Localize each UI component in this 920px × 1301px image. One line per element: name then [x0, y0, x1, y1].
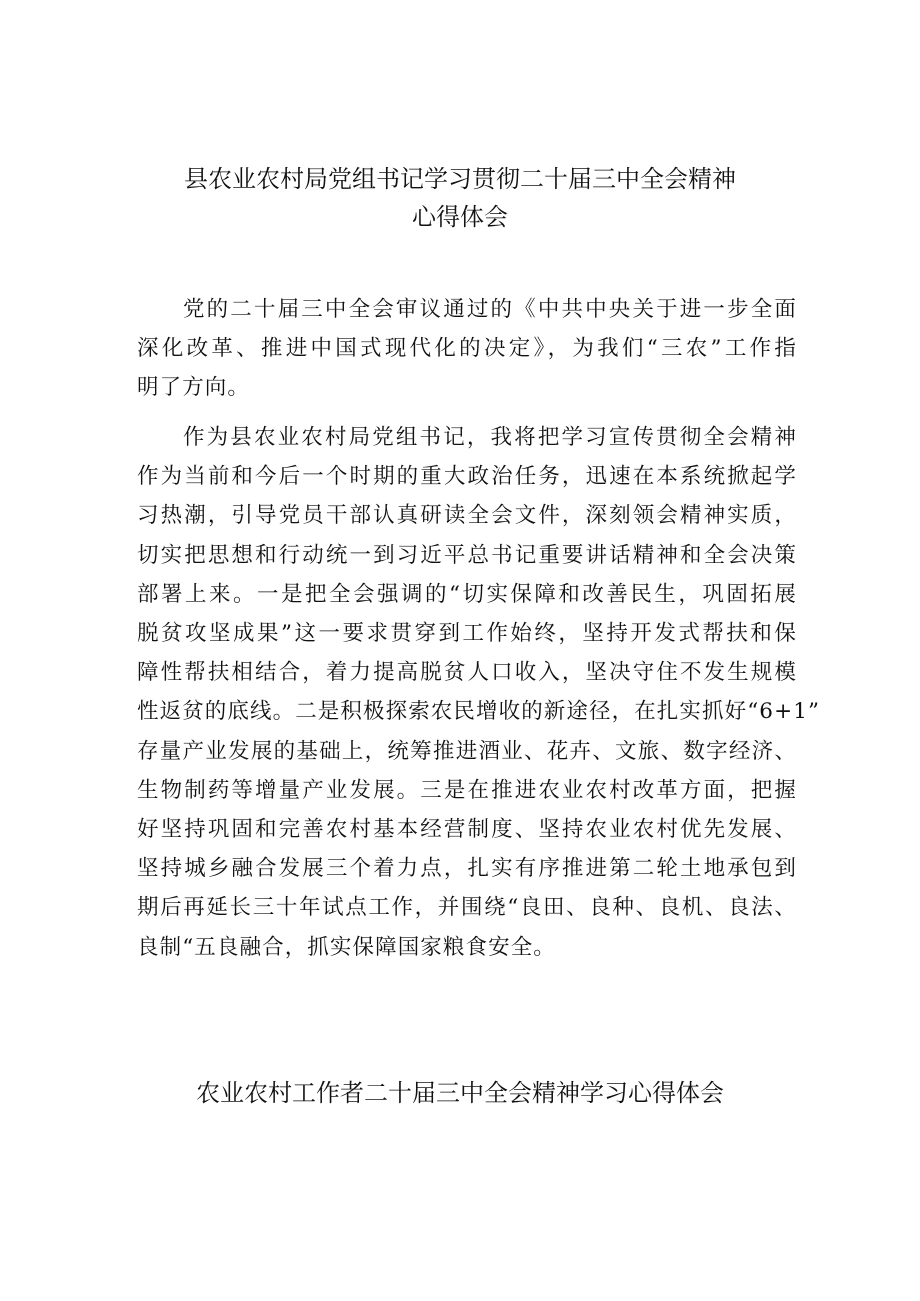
article-title-line-2: 心得体会: [412, 203, 508, 231]
text-line: 党的二十届三中全会审议通过的《中共中央关于进一步全面: [183, 297, 797, 322]
text-line: 深化改革、推进中国式现代化的决定》，为我们“三农”工作指: [137, 336, 797, 362]
paragraph-intro: [137, 290, 797, 408]
text-line: 良制“五良融合，抓实保障国家粮食安全。: [137, 934, 556, 960]
text-line: 脱贫攻坚成果”这一要求贯穿到工作始终，坚持开发式帮扶和保: [137, 621, 797, 647]
text-line: 坚持城乡融合发展三个着力点，扎实有序推进第二轮土地承包到: [137, 856, 797, 882]
text-line: 好坚持巩固和完善农村基本经营制度、坚持农业农村优先发展、: [137, 817, 797, 843]
text-line: 期后再延长三十年试点工作，并围绕“良田、良种、良机、良法、: [137, 895, 797, 921]
text-line: 性返贫的底线。二是积极探索农民增收的新途径，在扎实抓好“6+1”: [137, 699, 821, 725]
text-line: 作为当前和今后一个时期的重大政治任务，迅速在本系统掀起学: [137, 464, 797, 490]
paragraph-main: [137, 418, 821, 967]
text-line: 部署上来。一是把全会强调的“切实保障和改善民生，巩固拓展: [137, 581, 797, 607]
text-line: 生物制药等增量产业发展。三是在推进农业农村改革方面，把握: [137, 777, 797, 803]
text-line: 切实把思想和行动统一到习近平总书记重要讲话精神和全会决策: [137, 542, 797, 568]
text-line: 习热潮，引导党员干部认真研读全会文件，深刻领会精神实质，: [137, 503, 797, 529]
article-title: [0, 160, 920, 236]
text-line: 作为县农业农村局党组书记，我将把学习宣传贯彻全会精神: [183, 425, 797, 450]
text-line: 存量产业发展的基础上，统筹推进酒业、花卉、文旅、数字经济、: [137, 738, 797, 764]
text-line: 障性帮扶相结合，着力提高脱贫人口收入，坚决守住不发生规模: [137, 660, 797, 686]
article-title-line-1: 县农业农村局党组书记学习贯彻二十届三中全会精神: [184, 165, 736, 193]
next-article-title: 农业农村工作者二十届三中全会精神学习心得体会: [196, 1079, 724, 1107]
text-line: 明了方向。: [137, 375, 251, 401]
